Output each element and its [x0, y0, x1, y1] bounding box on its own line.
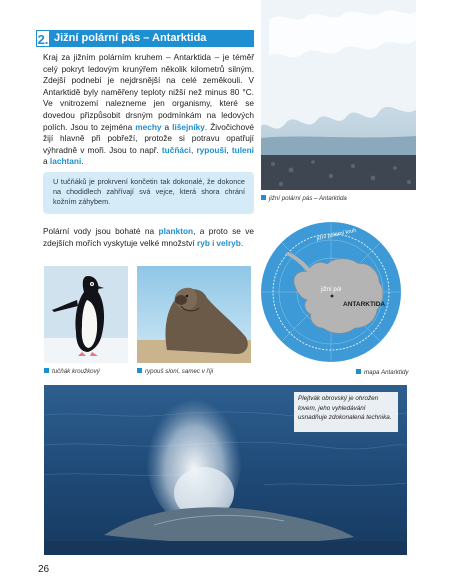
- map-circle-label: jižní polární kruh: [316, 227, 357, 242]
- section-number: 2.: [37, 32, 49, 47]
- keyword-sea-lions: lachtani: [49, 156, 82, 167]
- keyword-elephant-seals: rypouši: [196, 144, 227, 155]
- keyword-mosses: mechy: [135, 121, 162, 132]
- intro-paragraph: Kraj za jižním polárním kruhem – Antarktida – je téměř celý pokryt ledovým krunýřem několik kilometrů silným. Zdejší podnebí je nejdrsnější na celé zeměkouli. V Antarktidě byly naměřeny teploty nižší než minus 80 °C. Ve vnitrozemí nalezneme jen organismy, které se dovedou přizpůsobit drsným podmínkám na ledových polích. Jsou to zejména mechy a lišejníky. Živočichové žijí hlavně při pobřeží, protože si potravu opatřují výhradně v moři. Jsou to např. tučňáci, rypouši, tuleni a lachtani.: [43, 52, 254, 167]
- keyword-seals: tuleni: [231, 144, 254, 155]
- caption-marker: [44, 368, 49, 373]
- whale-note-text: Plejtvák obrovský je ohrožen lovem, jeho vyhledávání usnadňuje zdokonalená technika.: [298, 395, 392, 422]
- antarctica-map: [255, 220, 407, 365]
- caption-marker: [261, 195, 266, 200]
- caption-marker: [356, 369, 361, 374]
- caption-ice: jižní polární pás – Antarktida: [261, 195, 347, 202]
- keyword-plankton: plankton: [158, 226, 194, 236]
- map-pole-label: jižní pól: [321, 287, 342, 293]
- info-note-text: U tučňáků je prokrvení končetin tak dokonalé, že dokonce na chodidlech zahřívají svá vejce, která shora chrání kožním záhybem.: [53, 177, 245, 207]
- page-number: 26: [38, 564, 50, 575]
- caption-penguin: tučňák kroužkový: [44, 368, 100, 375]
- section-title: Jižní polární pás – Antarktida: [54, 32, 207, 44]
- caption-marker: [137, 368, 142, 373]
- keyword-fish: ryb: [197, 237, 210, 248]
- keyword-lichens: lišejníky: [172, 121, 205, 132]
- map-continent-label: ANTARKTIDA: [343, 301, 386, 308]
- plankton-paragraph: Polární vody jsou bohaté na plankton, a proto se ve zdejších mořích vyskytuje velké množství ryb i velryb.: [43, 226, 255, 248]
- ice-photo: [261, 0, 416, 190]
- penguin-photo: [44, 266, 128, 363]
- caption-seal: rypouš sloní, samec v říji: [137, 368, 213, 375]
- caption-map: mapa Antarktidy: [356, 369, 408, 376]
- keyword-whales: velryb: [216, 237, 241, 248]
- elephant-seal-photo: [137, 266, 251, 363]
- keyword-penguins: tučňáci: [161, 144, 191, 155]
